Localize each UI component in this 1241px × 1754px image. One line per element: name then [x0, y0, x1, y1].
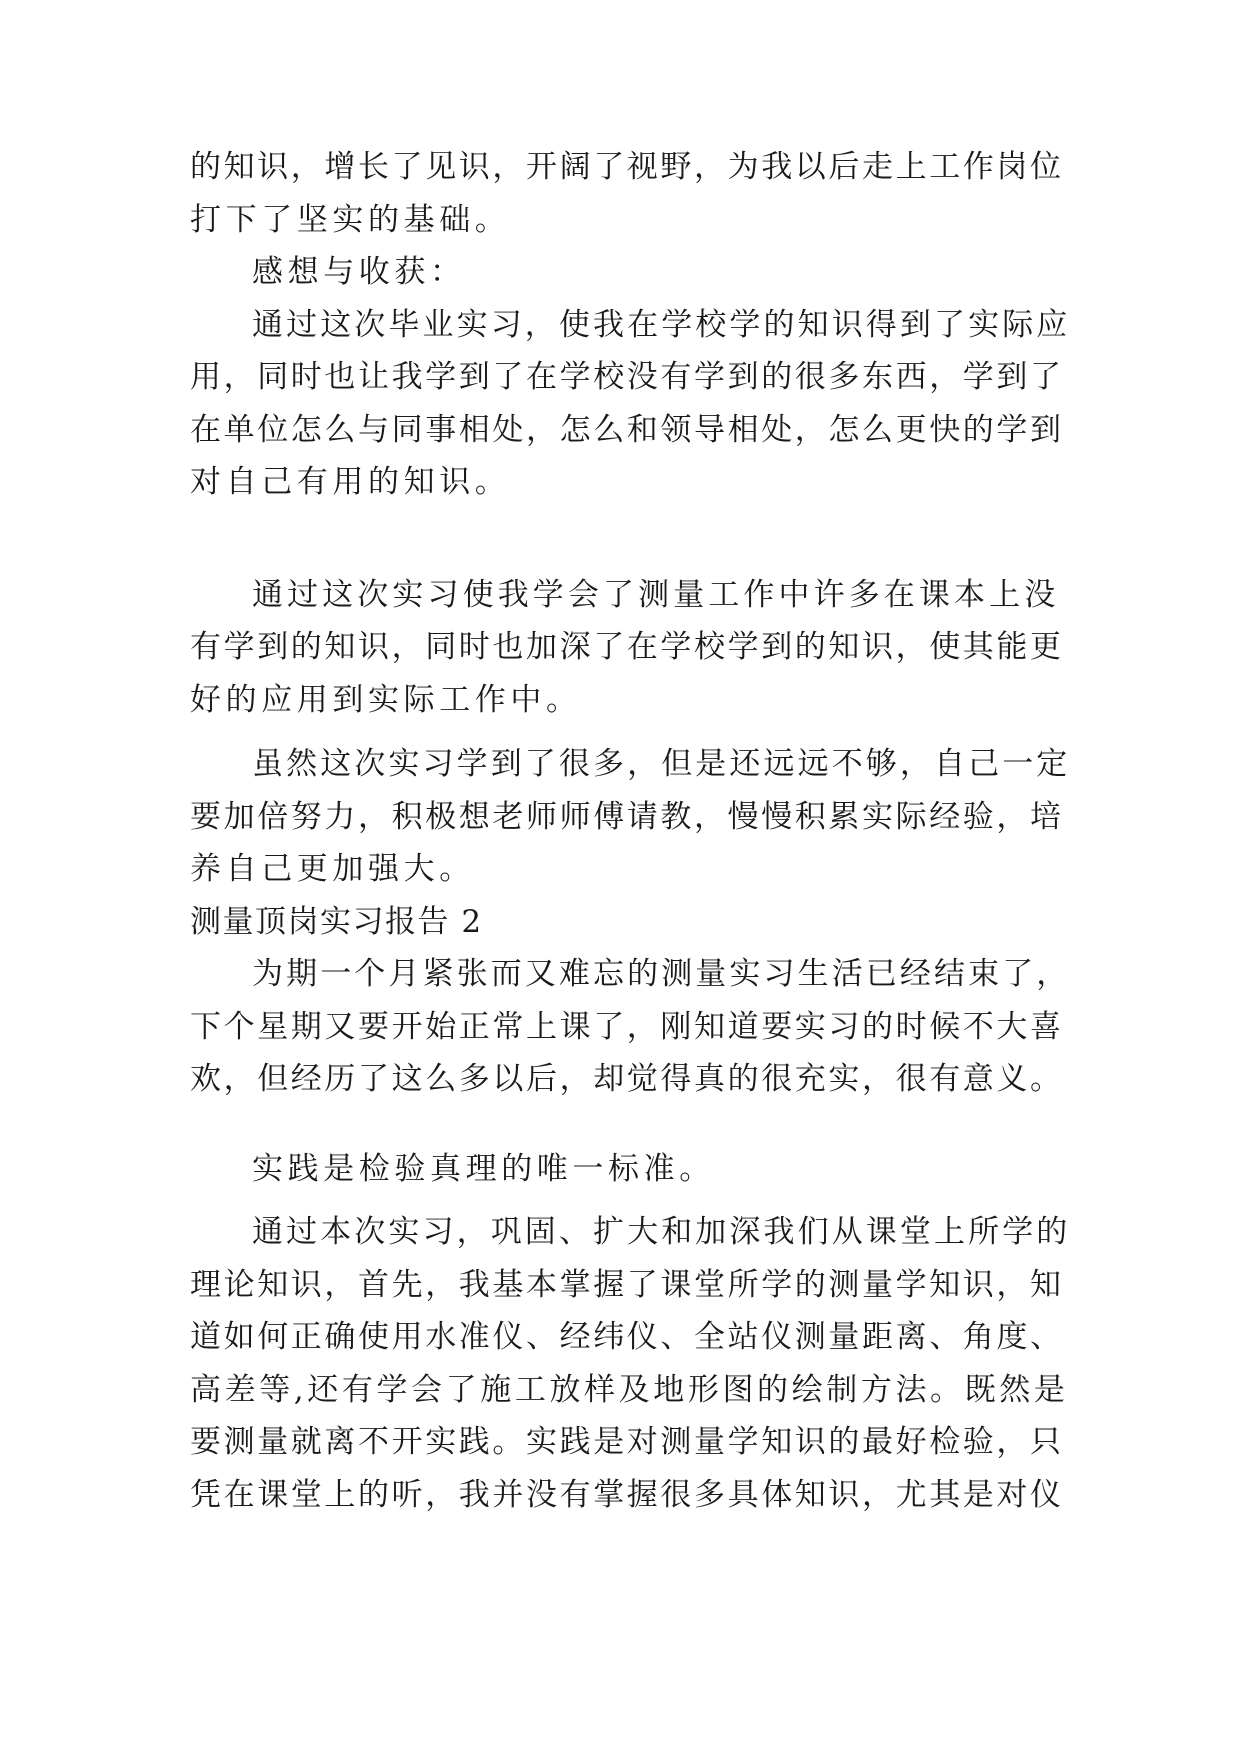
paragraph-line: 用，同时也让我学到了在学校没有学到的很多东西，学到了 — [190, 359, 1064, 395]
paragraph-line: 下个星期又要开始正常上课了，刚知道要实习的时候不大喜 — [190, 1009, 1064, 1045]
paragraph-line: 虽然这次实习学到了很多，但是还远远不够，自己一定 — [252, 746, 1071, 782]
paragraph-line: 有学到的知识，同时也加深了在学校学到的知识，使其能更 — [190, 629, 1064, 665]
paragraph-line: 对自己有用的知识。 — [190, 464, 511, 500]
paragraph-line: 欢，但经历了这么多以后，却觉得真的很充实，很有意义。 — [190, 1061, 1064, 1097]
paragraph-line: 的知识，增长了见识，开阔了视野，为我以后走上工作岗位 — [190, 149, 1064, 185]
paragraph-line: 高差等,还有学会了施工放样及地形图的绘制方法。既然是 — [190, 1372, 1069, 1408]
paragraph-line: 要加倍努力，积极想老师师傅请教，慢慢积累实际经验，培 — [190, 799, 1064, 835]
paragraph-line: 打下了坚实的基础。 — [190, 202, 511, 238]
section-heading: 感想与收获： — [252, 254, 466, 290]
paragraph-line: 理论知识，首先，我基本掌握了课堂所学的测量学知识，知 — [190, 1267, 1064, 1303]
paragraph-line: 好的应用到实际工作中。 — [190, 682, 582, 718]
paragraph-line: 通过本次实习，巩固、扩大和加深我们从课堂上所学的 — [252, 1214, 1071, 1250]
paragraph-line: 道如何正确使用水准仪、经纬仪、全站仪测量距离、角度、 — [190, 1319, 1064, 1355]
paragraph-line: 实践是检验真理的唯一标准。 — [252, 1151, 715, 1187]
paragraph-line: 凭在课堂上的听，我并没有掌握很多具体知识，尤其是对仪 — [190, 1477, 1064, 1513]
paragraph-line: 通过这次毕业实习，使我在学校学的知识得到了实际应 — [252, 307, 1071, 343]
paragraph-line: 在单位怎么与同事相处，怎么和领导相处，怎么更快的学到 — [190, 412, 1064, 448]
report-title: 测量顶岗实习报告 2 — [190, 904, 483, 940]
paragraph-line: 通过这次实习使我学会了测量工作中许多在课本上没 — [252, 577, 1060, 613]
paragraph-line: 养自己更加强大。 — [190, 851, 475, 887]
paragraph-line: 要测量就离不开实践。实践是对测量学知识的最好检验，只 — [190, 1424, 1064, 1460]
paragraph-line: 为期一个月紧张而又难忘的测量实习生活已经结束了， — [252, 956, 1071, 992]
